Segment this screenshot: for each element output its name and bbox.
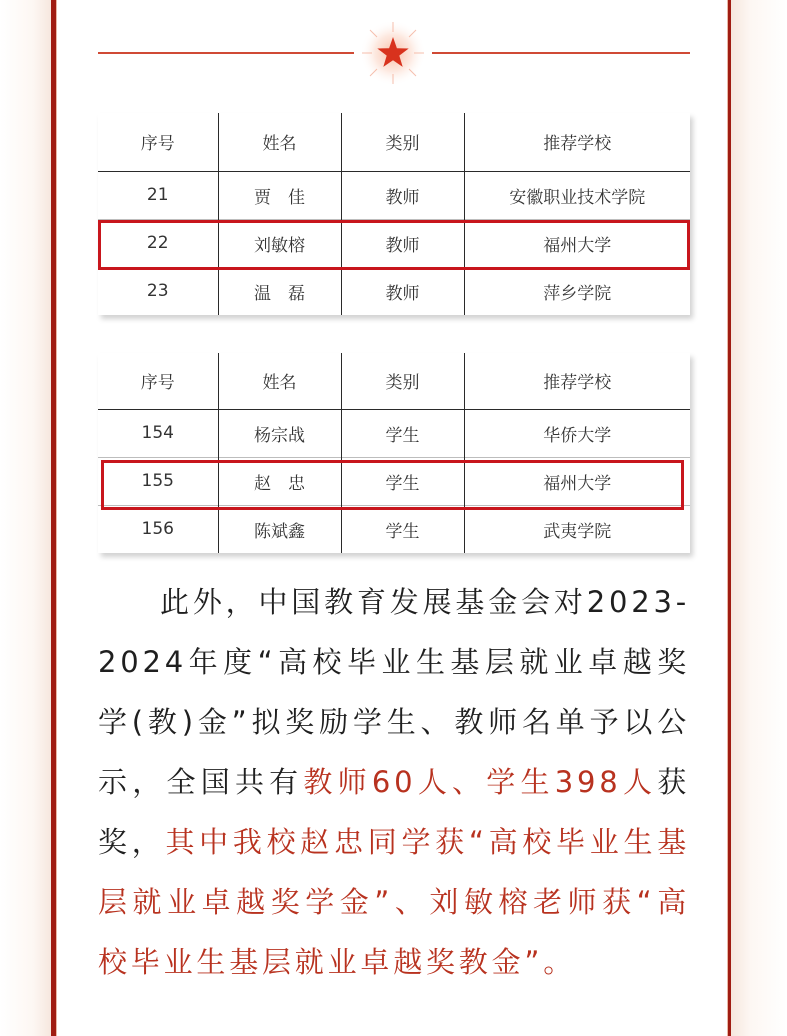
cell-name: 刘敏榕 [218,219,341,267]
students-table [98,353,690,553]
page-frame-left-border [51,0,57,1036]
table-header-row [98,113,690,171]
cell-category: 教师 [341,267,464,315]
article-text-middle: 获奖， [98,765,690,859]
cell-category: 学生 [341,505,464,553]
cell-category: 学生 [341,457,464,505]
cell-name: 陈斌鑫 [218,505,341,553]
table-row [98,267,690,315]
cell-category: 学生 [341,409,464,457]
cell-school: 华侨大学 [464,409,690,457]
cell-category: 教师 [341,219,464,267]
cell-no: 156 [141,519,174,540]
star-icon [358,20,428,86]
header-category: 类别 [341,353,464,409]
cell-name: 贾 佳 [218,171,341,219]
table-row [98,505,690,553]
frame-right-glow [731,0,787,1036]
frame-left-glow [0,0,51,1036]
header-category: 类别 [341,113,464,171]
teachers-table [98,113,690,315]
article-highlight-counts: 教师60人、学生398人 [303,765,658,799]
cell-school: 萍乡学院 [464,267,690,315]
cell-school: 福州大学 [464,219,690,267]
header-divider-left [98,52,354,54]
header-no: 序号 [140,373,175,394]
cell-school: 安徽职业技术学院 [464,171,690,219]
cell-name: 杨宗战 [218,409,341,457]
table-header-row [98,353,690,409]
highlight-box-teacher [98,220,690,270]
cell-no: 154 [141,423,174,443]
cell-no: 23 [146,281,169,302]
highlight-box-student [101,460,684,510]
article-text-intro: 此外，中国教育发展基金会对2023-2024年度“高校毕业生基层就业卓越奖学(教)金”拟奖励学生、教师名单予以公示，全国共有 [98,585,690,799]
cell-no: 22 [146,233,169,253]
header-name: 姓名 [218,113,341,171]
cell-school: 福州大学 [464,457,690,505]
cell-no: 155 [141,471,174,491]
cell-name: 温 磊 [218,267,341,315]
article-paragraph [98,572,690,992]
header-no: 序号 [140,134,175,155]
table-row [98,171,690,219]
cell-category: 教师 [341,171,464,219]
header-name: 姓名 [218,353,341,409]
header-school: 推荐学校 [464,353,690,409]
cell-no: 21 [146,185,169,205]
article-highlight-awardees: 其中我校赵忠同学获“高校毕业生基层就业卓越奖学金”、刘敏榕老师获“高校毕业生基层就业卓越奖教金”。 [98,825,690,979]
cell-school: 武夷学院 [464,505,690,553]
table-row [98,409,690,457]
header-school: 推荐学校 [464,113,690,171]
cell-name: 赵 忠 [218,457,341,505]
header-divider-right [432,52,690,54]
